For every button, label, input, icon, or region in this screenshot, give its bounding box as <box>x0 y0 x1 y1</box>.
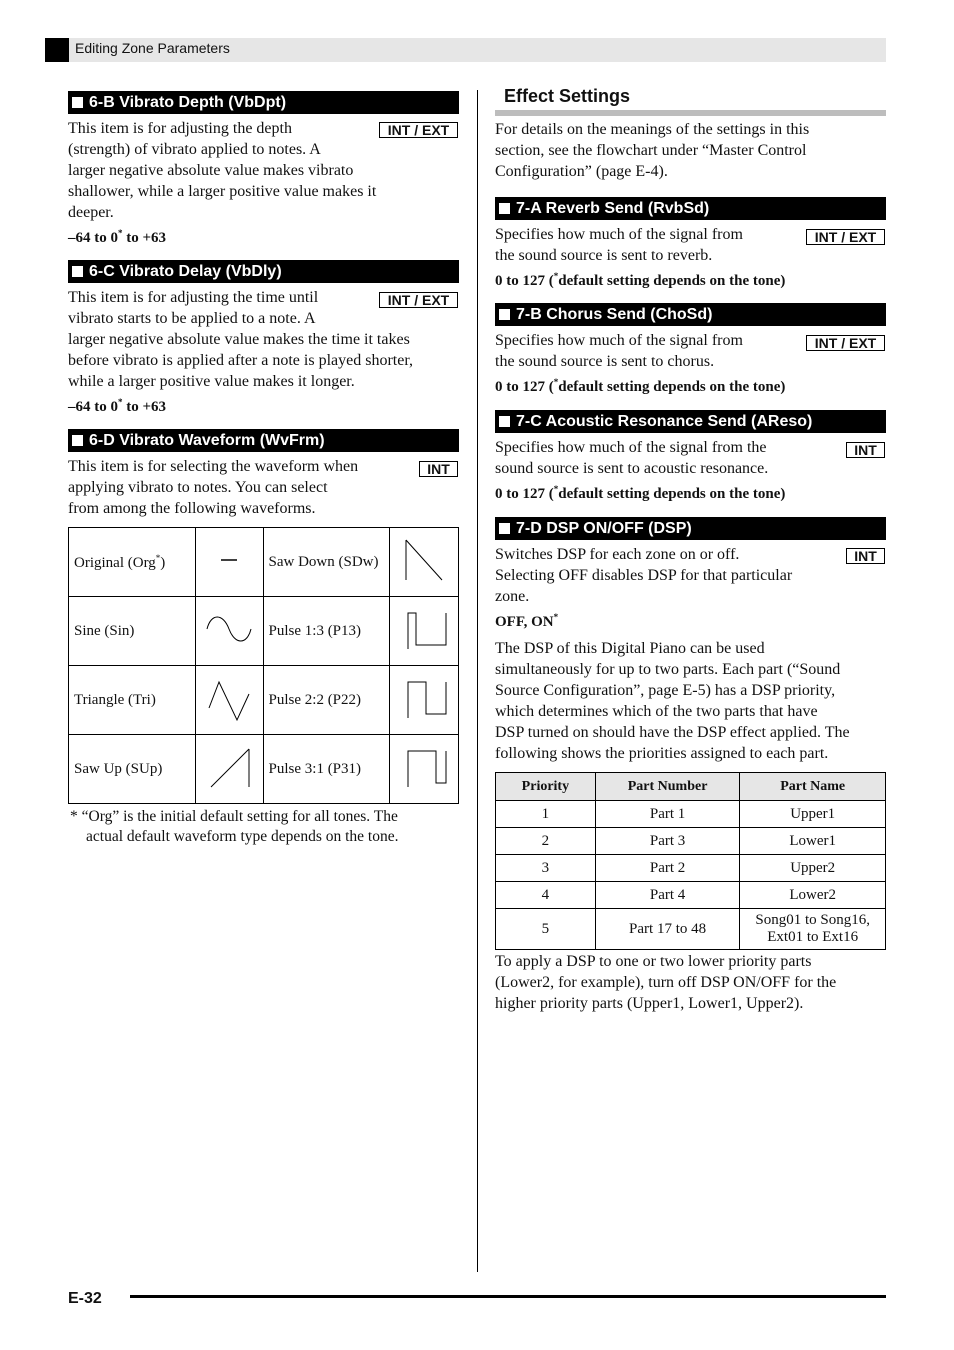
waveform-label: Pulse 1:3 (P13) <box>263 597 390 666</box>
acoustic-resonance-text: Specifies how much of the signal from the sound source is sent to acoustic resonance. 0 to 127 (*default setting depends on the tone) <box>495 437 886 505</box>
saw-down-icon <box>390 528 459 597</box>
table-cell: Part 2 <box>595 855 740 882</box>
column-divider <box>477 90 478 1272</box>
pulse-3-1-icon <box>390 735 459 804</box>
square-bullet-icon <box>72 435 83 446</box>
header-marker <box>45 38 69 62</box>
int-ext-badge: INT / EXT <box>806 335 885 351</box>
pulse-2-2-icon <box>390 666 459 735</box>
table-row <box>496 855 886 882</box>
column-header: Priority <box>496 773 596 801</box>
square-bullet-icon <box>499 203 510 214</box>
table-row <box>496 882 886 909</box>
waveform-table <box>68 527 459 804</box>
closing-paragraph: To apply a DSP to one or two lower priority parts (Lower2, for example), turn off DSP ON/OFF for the higher priority parts (Upper1, Lower1, Upper2). <box>495 953 837 1012</box>
vibrato-waveform-text: This item is for selecting the waveform when applying vibrato to notes. You can select from among the following waveforms. <box>68 458 359 517</box>
int-ext-badge: INT / EXT <box>806 229 885 245</box>
table-row <box>69 597 459 666</box>
triangle-wave-icon <box>195 666 263 735</box>
table-row <box>69 666 459 735</box>
vibrato-delay-text: This item is for adjusting the time until vibrato starts to be applied to a note. A larger negative absolute value makes the time it takes before vibrato is applied after a note is played shorter, while a larger positive value makes it longer. –64 to 0* to +63 <box>68 287 459 418</box>
int-badge: INT <box>419 461 458 477</box>
waveform-label: Pulse 3:1 (P31) <box>263 735 390 804</box>
waveform-footnote: * “Org” is the initial default setting for all tones. The actual default waveform type depends on the tone. <box>70 808 399 845</box>
vibrato-delay-range: –64 to 0* to +63 <box>68 397 167 415</box>
effect-intro-text: For details on the meanings of the settings in this section, see the flowchart under “Master Control Configuration” (page E-4). <box>495 121 810 180</box>
table-cell: Part 4 <box>595 882 740 909</box>
vibrato-delay-heading: 6-C Vibrato Delay (VbDly) <box>68 260 459 283</box>
square-bullet-icon <box>499 523 510 534</box>
int-badge: INT <box>846 548 885 564</box>
table-cell: 4 <box>496 882 596 909</box>
waveform-label: Saw Down (SDw) <box>263 528 390 597</box>
acoustic-resonance-heading: 7-C Acoustic Resonance Send (AReso) <box>495 410 886 433</box>
waveform-label: Triangle (Tri) <box>69 666 196 735</box>
table-cell: Song01 to Song16, Ext01 to Ext16 <box>740 909 886 950</box>
chorus-send-heading: 7-B Chorus Send (ChoSd) <box>495 303 886 326</box>
table-cell: Part 1 <box>595 801 740 828</box>
chorus-send-text: Specifies how much of the signal from the sound source is sent to chorus. 0 to 127 (*default setting depends on the tone) <box>495 330 886 398</box>
priority-table <box>495 772 886 950</box>
square-bullet-icon <box>72 266 83 277</box>
chorus-send-range: 0 to 127 (*default setting depends on the tone) <box>495 377 786 395</box>
vibrato-waveform-heading: 6-D Vibrato Waveform (WvFrm) <box>68 429 459 452</box>
table-row <box>496 801 886 828</box>
table-cell: Upper1 <box>740 801 886 828</box>
square-bullet-icon <box>499 309 510 320</box>
dash-icon <box>195 528 263 597</box>
page-number: E-32 <box>68 1290 102 1307</box>
waveform-label: Saw Up (SUp) <box>69 735 196 804</box>
table-cell: Lower2 <box>740 882 886 909</box>
dsp-text: Switches DSP for each zone on or off. Selecting OFF disables DSP for that particular zone. OFF, ON* <box>495 544 886 633</box>
sine-wave-icon <box>195 597 263 666</box>
table-header-row <box>496 773 886 801</box>
waveform-label: Sine (Sin) <box>69 597 196 666</box>
column-header: Part Name <box>740 773 886 801</box>
table-cell: Lower1 <box>740 828 886 855</box>
table-cell: Upper2 <box>740 855 886 882</box>
square-bullet-icon <box>499 416 510 427</box>
table-cell: 5 <box>496 909 596 950</box>
table-row <box>69 528 459 597</box>
footer-rule <box>130 1295 886 1298</box>
reverb-send-text: Specifies how much of the signal from the sound source is sent to reverb. 0 to 127 (*default setting depends on the tone) <box>495 224 886 292</box>
square-bullet-icon <box>72 97 83 108</box>
acoustic-resonance-range: 0 to 127 (*default setting depends on the tone) <box>495 484 786 502</box>
vibrato-depth-heading: 6-B Vibrato Depth (VbDpt) <box>68 91 459 114</box>
saw-up-icon <box>195 735 263 804</box>
reverb-send-range: 0 to 127 (*default setting depends on the tone) <box>495 271 786 289</box>
table-cell: 2 <box>496 828 596 855</box>
pulse-1-3-icon <box>390 597 459 666</box>
reverb-send-heading: 7-A Reverb Send (RvbSd) <box>495 197 886 220</box>
int-badge: INT <box>846 442 885 458</box>
int-ext-badge: INT / EXT <box>379 122 458 138</box>
dsp-heading: 7-D DSP ON/OFF (DSP) <box>495 517 886 540</box>
table-row <box>496 909 886 950</box>
vibrato-depth-text: This item is for adjusting the depth (strength) of vibrato applied to notes. A larger negative absolute value makes vibrato shallower, while a larger positive value makes it deeper. –64 to 0* to +63 <box>68 118 459 249</box>
dsp-paragraph: The DSP of this Digital Piano can be used simultaneously for up to two parts. Each part (“Sound Source Configuration”, page E-5) has a DSP priority, which determines which of the two parts that have DSP turned on should have the DSP effect applied. The following shows the priorities assigned to each part. <box>495 640 850 762</box>
table-cell: 3 <box>496 855 596 882</box>
table-row <box>69 735 459 804</box>
table-cell: 1 <box>496 801 596 828</box>
dsp-range: OFF, ON* <box>495 612 559 630</box>
column-header: Part Number <box>595 773 740 801</box>
int-ext-badge: INT / EXT <box>379 292 458 308</box>
table-cell: Part 17 to 48 <box>595 909 740 950</box>
title-rule <box>495 110 886 116</box>
waveform-label: Pulse 2:2 (P22) <box>263 666 390 735</box>
header-section-title: Editing Zone Parameters <box>75 40 230 56</box>
waveform-label: Original (Org*) <box>69 528 196 597</box>
effect-settings-title: Effect Settings <box>504 86 631 106</box>
table-cell: Part 3 <box>595 828 740 855</box>
table-row <box>496 828 886 855</box>
vibrato-depth-range: –64 to 0* to +63 <box>68 228 167 246</box>
